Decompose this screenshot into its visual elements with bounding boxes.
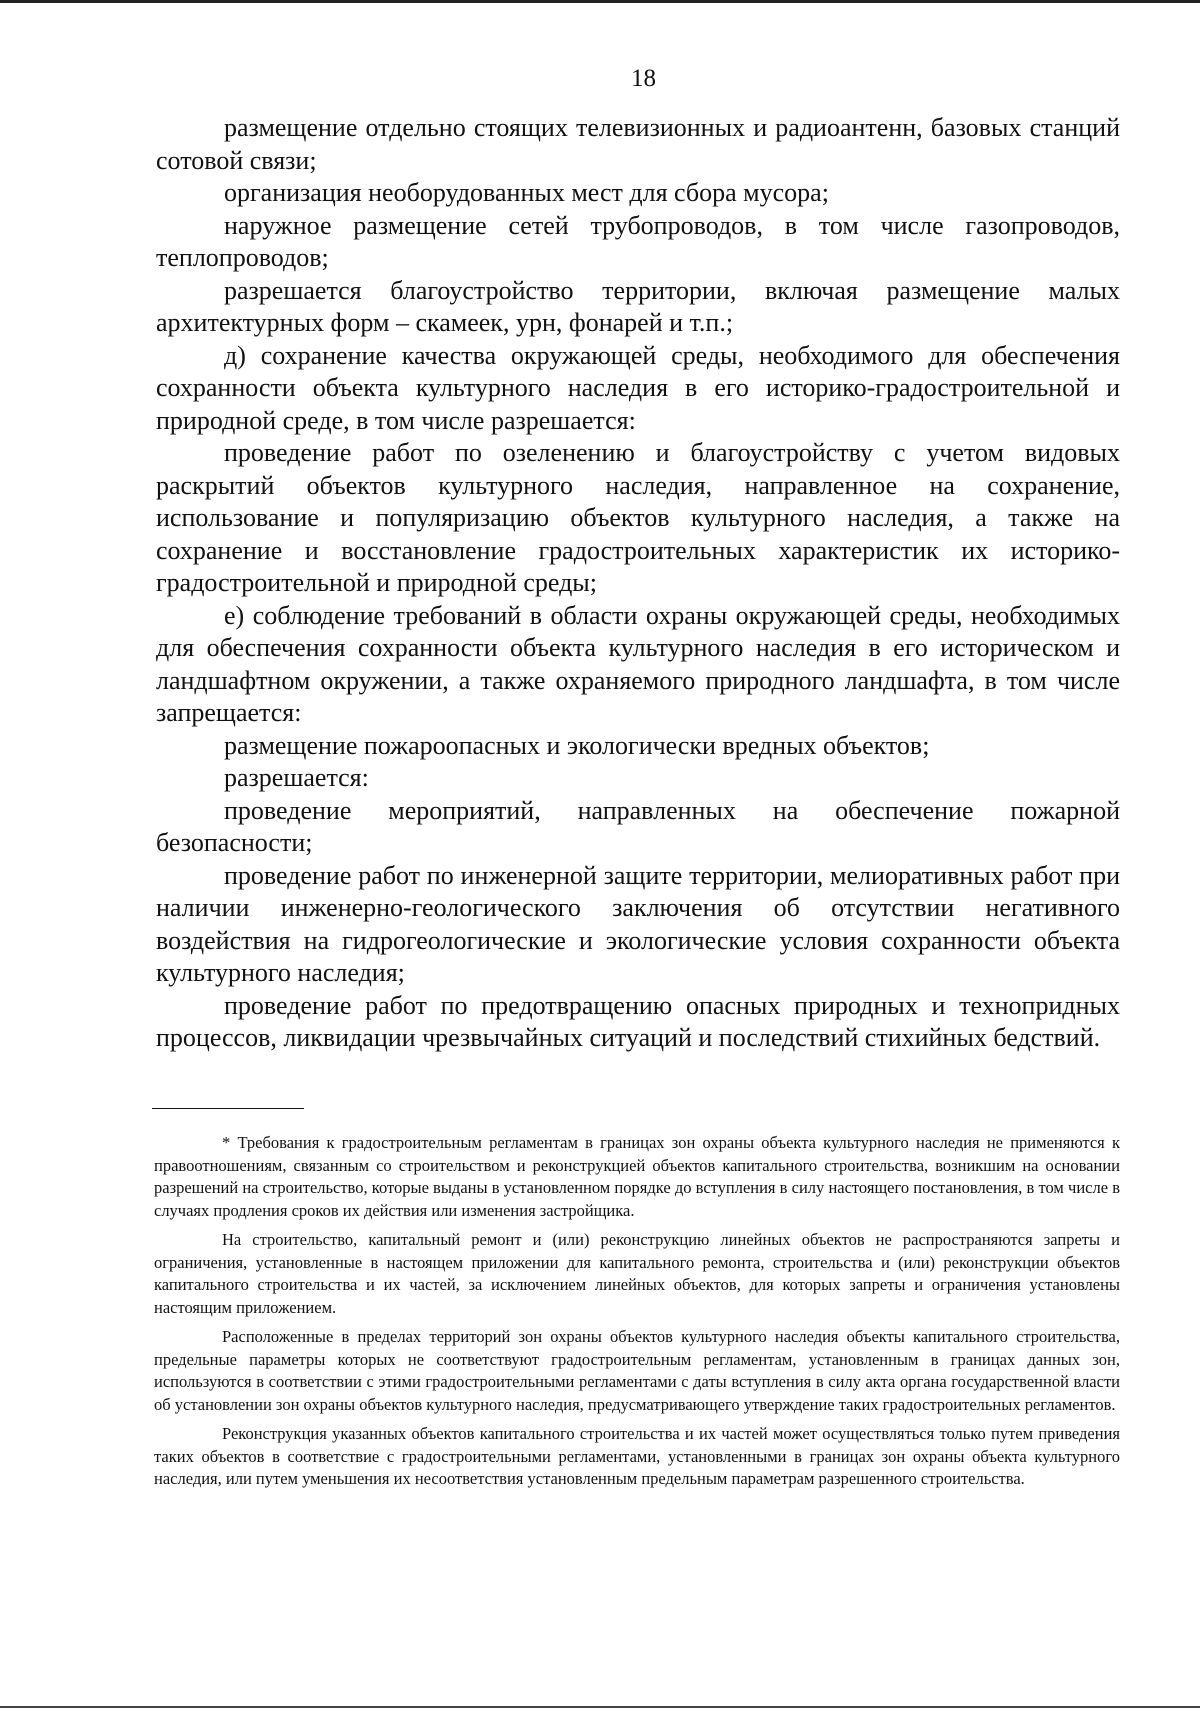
paragraph-prevention: проведение работ по предотвращению опасных природных и технопридных процессов, ликвидации чрезвычайных ситуаций и последствий стихийных бедствий. bbox=[156, 990, 1120, 1052]
paragraph-engineering: проведение работ по инженерной защите территории, мелиоративных работ при наличии инженерно-геологического заключения об отсутствии негативного воздействия на гидрогеологические и экологические условия сохранности объекта культурного наследия; bbox=[156, 860, 1120, 987]
paragraph-item-e: е) соблюдение требований в области охраны окружающей среды, необходимых для обеспечения сохранности объекта культурного наследия в его историческом и ландшафтном окружении, а также охраняемого природного ландшафта, в том числе запрещается: bbox=[156, 600, 1120, 727]
footnote-existing-objects: Расположенные в пределах территорий зон охраны объектов культурного наследия объекты капитального строительства, предельные параметры которых не соответствуют градостроительным регламентам, установленным в границах данных зон, используются в соответствии с этими градостроительными регламентами с даты вступления в силу акта органа государственной власти об установлении зон охраны объектов культурного наследия, предусматривающего утверждение таких градостроительных регламентов. bbox=[154, 1327, 1120, 1414]
paragraph-item-d: д) сохранение качества окружающей среды, необходимого для обеспечения сохранности объекта культурного наследия в его историко-градостроительной и природной среде, в том числе разрешается: bbox=[156, 340, 1120, 435]
scan-edge-bottom bbox=[0, 1706, 1200, 1708]
paragraph-garbage: организация необорудованных мест для сбора мусора; bbox=[224, 178, 829, 207]
paragraph-antennas: размещение отдельно стоящих телевизионных и радиоантенн, базовых станций сотовой связи; bbox=[156, 113, 1120, 175]
footnote-linear-objects: На строительство, капитальный ремонт и (или) реконструкцию линейных объектов не распространяются запреты и ограничения, установленные в настоящем приложении для капитального ремонта, строительства и (или) реконструкции объектов капитального строительства и их частей, за исключением линейных объектов, для которых запреты и ограничения установлены настоящим приложением. bbox=[154, 1230, 1120, 1317]
main-text bbox=[156, 112, 1120, 1055]
paragraph-fire-hazard: размещение пожароопасных и экологически вредных объектов; bbox=[224, 730, 930, 760]
footnote-requirements: * Требования к градостроительным регламентам в границах зон охраны объекта культурного наследия не применяются к правоотношениям, связанным со строительством и реконструкцией объектов капитального строительства, возникшим на основании разрешений на строительство, которые выданы в установленном порядке до вступления в силу настоящего постановления, в том числе в случаях продления сроков их действия или изменения застройщика. bbox=[154, 1133, 1120, 1220]
scan-edge-top bbox=[0, 0, 1200, 3]
footnote-reconstruction: Реконструкция указанных объектов капитального строительства и их частей может осуществляться только путем приведения таких объектов в соответствие с градостроительными регламентами, установленными в границах зон охраны объекта культурного наследия, или путем уменьшения их несоответствия установленным предельным параметрам разрешенного строительства. bbox=[154, 1424, 1120, 1488]
paragraph-fire-safety: проведение мероприятий, направленных на обеспечение пожарной безопасности; bbox=[156, 795, 1120, 857]
paragraph-allowed: разрешается: bbox=[224, 763, 369, 792]
paragraph-pipelines: наружное размещение сетей трубопроводов, в том числе газопроводов, теплопроводов; bbox=[156, 210, 1120, 272]
footnote-separator bbox=[152, 1108, 304, 1109]
paragraph-greening: проведение работ по озеленению и благоустройству с учетом видовых раскрытий объектов культурного наследия, направленное на сохранение, использование и популяризацию объектов культурного наследия, а также на сохранение и восстановление градостроительных характеристик их историко-градостроительной и природной среды; bbox=[156, 438, 1120, 597]
paragraph-landscaping: разрешается благоустройство территории, включая размещение малых архитектурных форм – скамеек, урн, фонарей и т.п.; bbox=[156, 275, 1120, 337]
footnotes bbox=[154, 1132, 1120, 1498]
page-number: 18 bbox=[631, 65, 656, 92]
